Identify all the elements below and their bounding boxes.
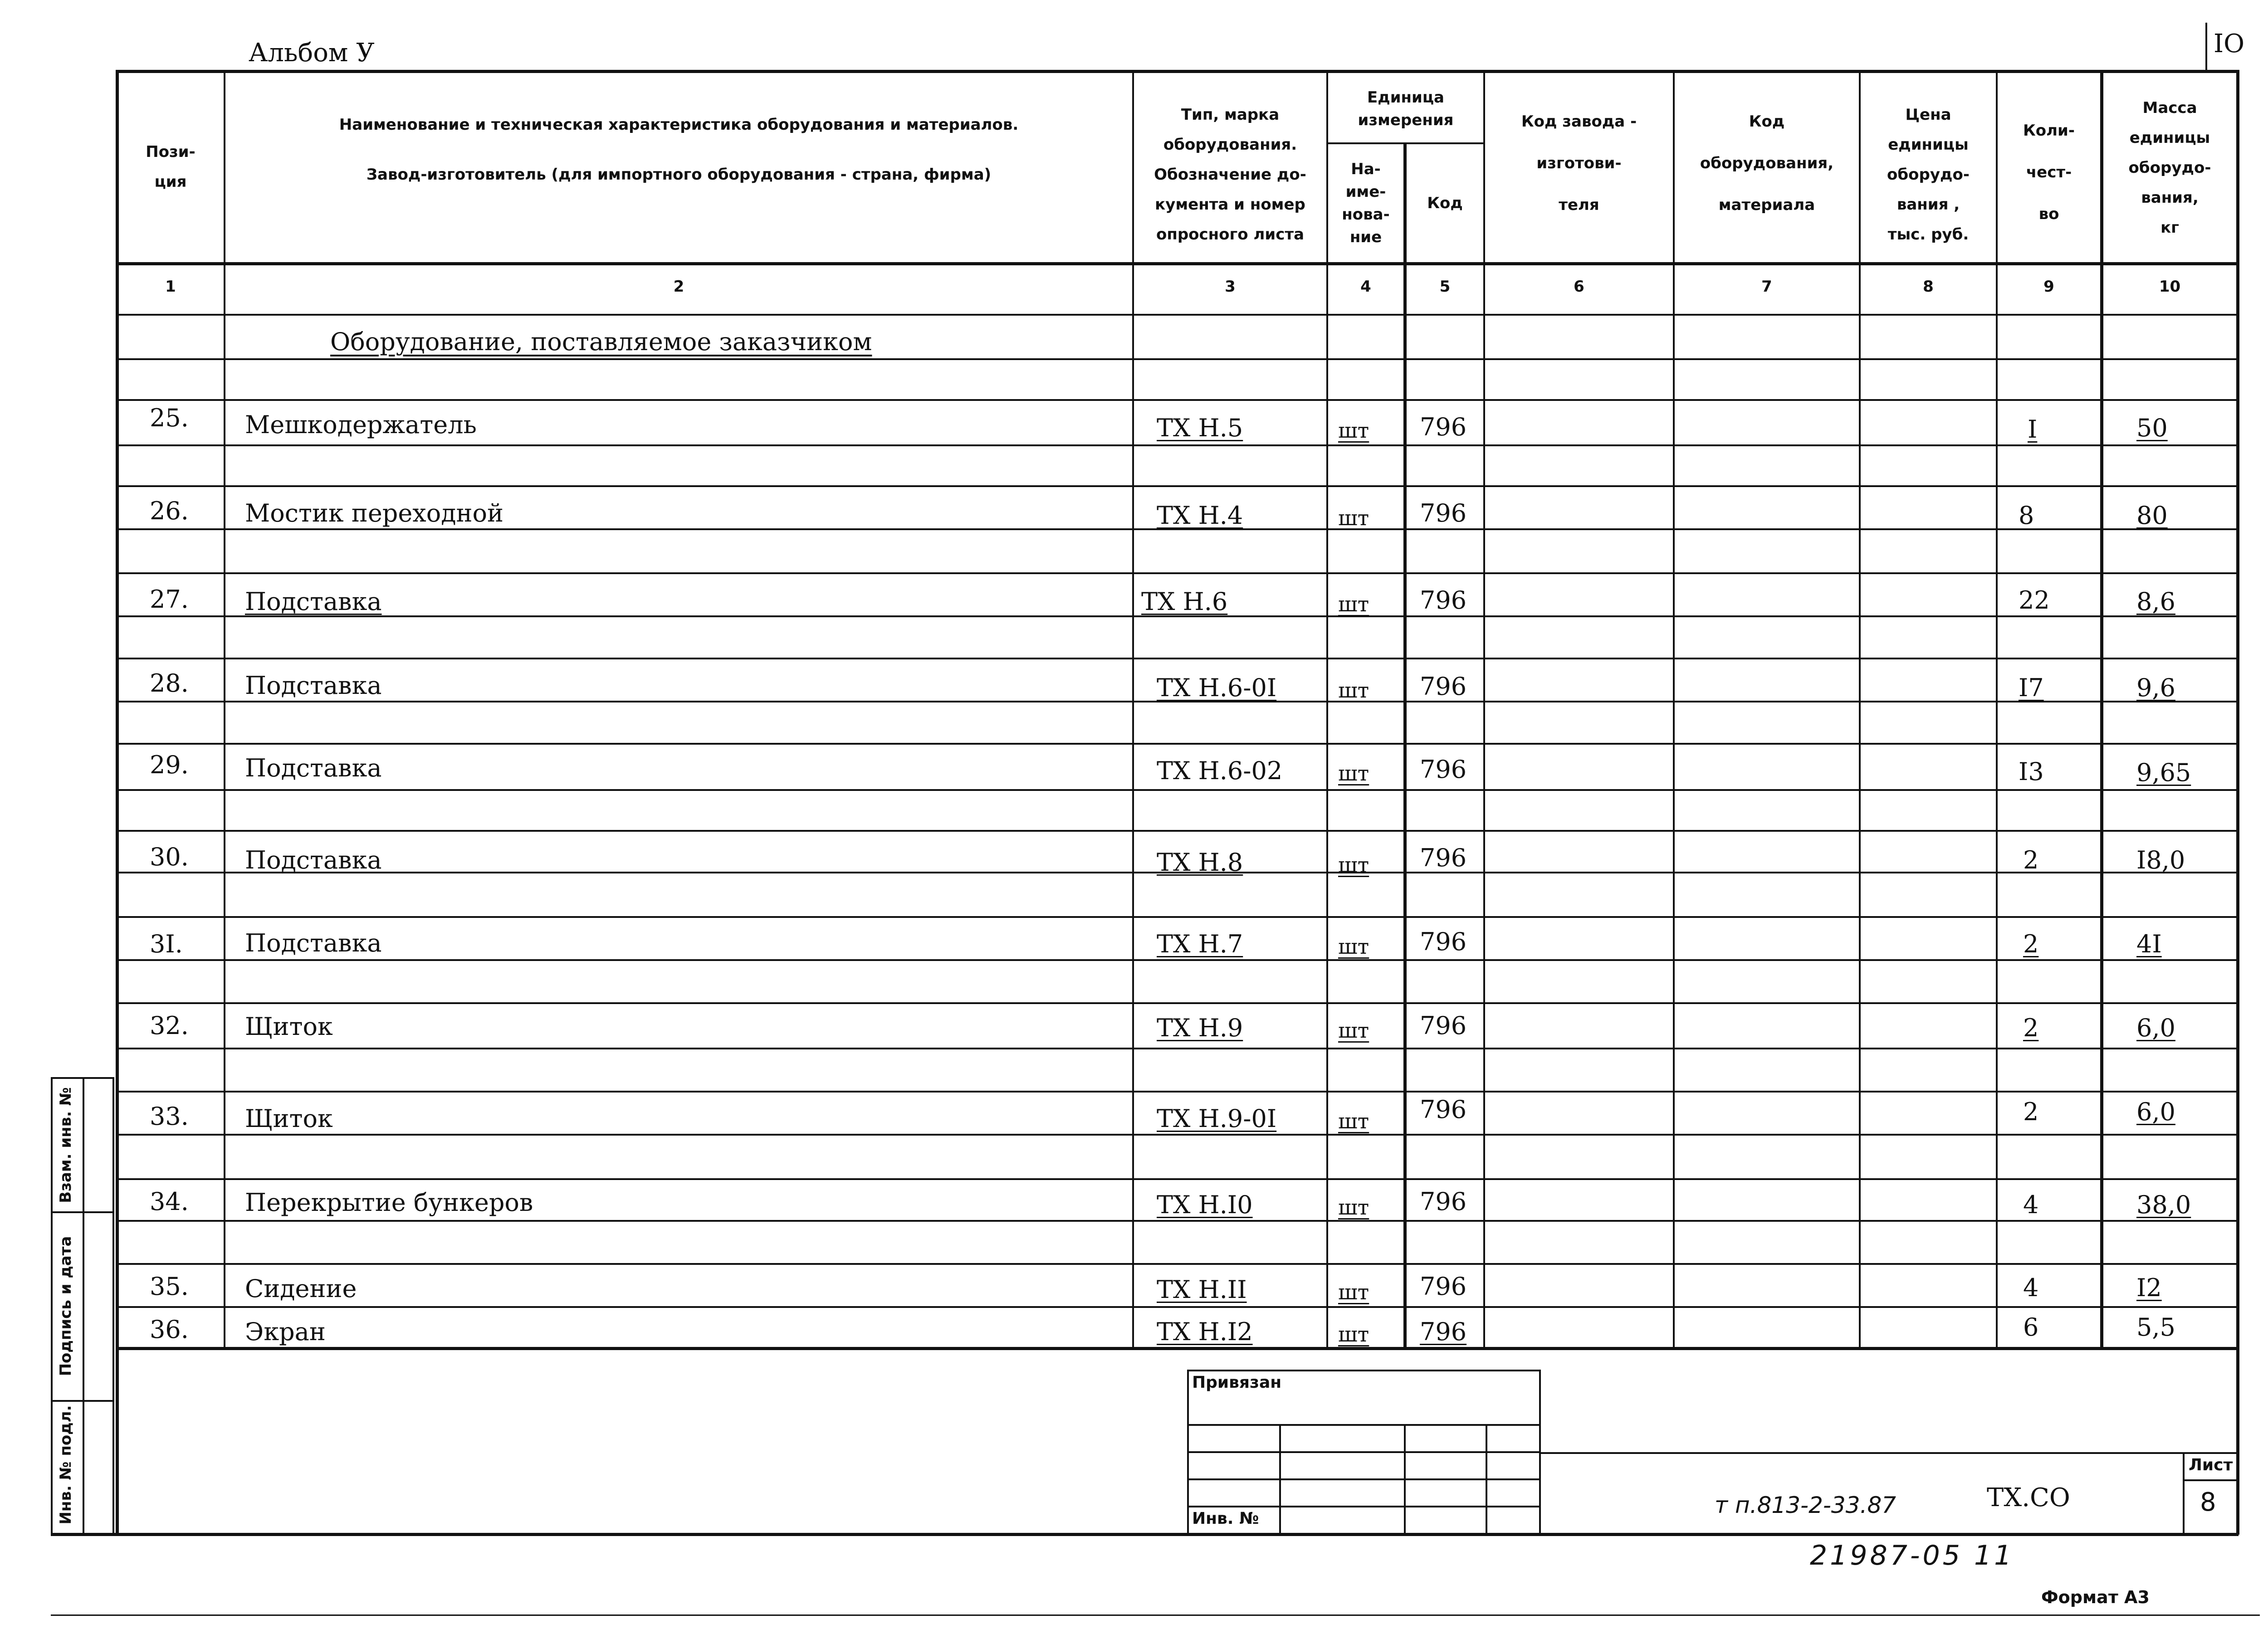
- row-mass: 50: [2136, 414, 2168, 442]
- row-quantity: 22: [2019, 586, 2050, 615]
- row-code: 796: [1420, 1272, 1467, 1301]
- row-position: 3I.: [150, 930, 183, 958]
- row-unit: шт: [1338, 678, 1369, 702]
- column-number-8: 8: [1923, 278, 1934, 296]
- row-quantity: 2: [2023, 1014, 2039, 1042]
- row-quantity: 4: [2023, 1190, 2039, 1219]
- footer-divider: [51, 1614, 2260, 1616]
- row-name: Перекрытие бункеров: [245, 1188, 533, 1217]
- row-name: Щиток: [245, 1104, 333, 1133]
- side-label-signature: Подпись и дата: [57, 1236, 75, 1376]
- column-number-1: 1: [165, 278, 176, 296]
- side-label-replacement: Взам. инв. №: [57, 1087, 75, 1203]
- row-position: 28.: [150, 669, 189, 697]
- stamp-project-number: т п.813-2-33.87: [1715, 1492, 1897, 1518]
- row-code: 796: [1420, 413, 1467, 441]
- header-name: Наименование и техническая характеристика оборудования и материалов. Завод-изготовитель (для импортного оборудования - страна, фирма): [339, 116, 1019, 184]
- page-corner-divider: [2205, 23, 2207, 73]
- column-number-9: 9: [2043, 278, 2054, 296]
- column-number-4: 4: [1360, 278, 1371, 296]
- row-code: 796: [1420, 1011, 1467, 1040]
- row-type: ТХ Н.8: [1157, 848, 1243, 877]
- row-code: 796: [1420, 927, 1467, 956]
- row-unit: шт: [1338, 853, 1369, 877]
- row-type: ТХ Н.6: [1141, 587, 1228, 616]
- row-quantity: I7: [2019, 673, 2044, 702]
- header-unit-group: Единица измерения: [1358, 88, 1454, 129]
- row-quantity: 2: [2023, 930, 2039, 958]
- row-mass: 9,6: [2136, 673, 2175, 702]
- row-position: 27.: [150, 585, 189, 614]
- header-quantity: Коли- чест- во: [2023, 122, 2075, 223]
- row-unit: шт: [1338, 1109, 1369, 1133]
- row-quantity: 4: [2023, 1273, 2039, 1302]
- stamp-sheet-number: 8: [2200, 1488, 2216, 1517]
- row-unit: шт: [1338, 592, 1369, 616]
- row-type: ТХ Н.II: [1157, 1275, 1247, 1304]
- row-type: ТХ Н.5: [1157, 414, 1243, 442]
- row-type: ТХ Н.9-0I: [1157, 1104, 1277, 1133]
- footer-archive-number: 21987-05 11: [1810, 1540, 2014, 1571]
- row-name: Сидение: [245, 1274, 357, 1303]
- row-mass: 9,65: [2136, 758, 2191, 787]
- column-number-7: 7: [1761, 278, 1772, 296]
- row-unit: шт: [1338, 1322, 1369, 1346]
- row-unit: шт: [1338, 418, 1369, 443]
- row-unit: шт: [1338, 506, 1369, 530]
- row-code: 796: [1420, 499, 1467, 527]
- album-label: Альбом У: [249, 38, 375, 68]
- row-quantity: 2: [2023, 1097, 2039, 1126]
- row-type: ТХ Н.4: [1157, 501, 1243, 530]
- row-mass: I2: [2136, 1273, 2162, 1302]
- row-mass: 6,0: [2136, 1014, 2175, 1042]
- stamp-bound-label: Привязан: [1192, 1373, 1282, 1392]
- row-name: Мостик переходной: [245, 499, 504, 527]
- row-name: Подставка: [245, 587, 382, 616]
- row-type: ТХ Н.I0: [1157, 1190, 1253, 1219]
- row-name: Подставка: [245, 929, 382, 957]
- row-name: Подставка: [245, 846, 382, 874]
- header-position: Пози- ция: [146, 143, 196, 191]
- row-mass: 8,6: [2136, 587, 2175, 616]
- row-unit: шт: [1338, 761, 1369, 785]
- row-unit: шт: [1338, 1280, 1369, 1304]
- column-number-6: 6: [1574, 278, 1584, 296]
- header-equipment-code: Код оборудования, материала: [1700, 112, 1834, 214]
- row-name: Экран: [245, 1317, 326, 1346]
- row-position: 26.: [150, 497, 189, 525]
- row-mass: 6,0: [2136, 1097, 2175, 1126]
- row-quantity: I: [2028, 415, 2038, 444]
- page-corner-number: IO: [2214, 29, 2245, 59]
- format-label: Формат А3: [2041, 1587, 2150, 1607]
- row-position: 30.: [150, 843, 189, 871]
- row-code: 796: [1420, 1317, 1467, 1346]
- header-unit-code: Код: [1427, 194, 1463, 212]
- header-price: Цена единицы оборудо- вания , тыс. руб.: [1887, 106, 1970, 244]
- header-type: Тип, марка оборудования. Обозначение до- кумента и номер опросного листа: [1154, 106, 1306, 244]
- row-code: 796: [1420, 672, 1467, 701]
- row-name: Щиток: [245, 1012, 333, 1041]
- stamp-doc-code: ТХ.СО: [1987, 1483, 2070, 1512]
- header-factory-code: Код завода - изготови- теля: [1521, 112, 1637, 214]
- column-number-3: 3: [1225, 278, 1236, 296]
- section-heading: Оборудование, поставляемое заказчиком: [330, 327, 872, 356]
- row-position: 29.: [150, 751, 189, 779]
- row-mass: 38,0: [2136, 1190, 2191, 1219]
- header-mass: Масса единицы оборудо- вания, кг: [2128, 99, 2211, 237]
- row-position: 25.: [150, 404, 189, 432]
- row-type: ТХ Н.I2: [1157, 1317, 1253, 1346]
- row-quantity: 6: [2023, 1313, 2039, 1341]
- row-code: 796: [1420, 586, 1467, 615]
- row-code: 796: [1420, 1095, 1467, 1124]
- row-code: 796: [1420, 1187, 1467, 1216]
- row-quantity: I3: [2019, 757, 2044, 786]
- side-label-inventory: Инв. № подл.: [57, 1405, 75, 1525]
- row-code: 796: [1420, 755, 1467, 784]
- row-quantity: 8: [2019, 501, 2034, 530]
- row-unit: шт: [1338, 1018, 1369, 1043]
- column-number-2: 2: [673, 278, 684, 296]
- row-position: 32.: [150, 1011, 189, 1040]
- row-mass: 4I: [2136, 930, 2162, 958]
- row-position: 36.: [150, 1315, 189, 1344]
- row-code: 796: [1420, 844, 1467, 872]
- row-unit: шт: [1338, 1195, 1369, 1219]
- row-type: ТХ Н.6-0I: [1157, 673, 1277, 702]
- row-position: 35.: [150, 1272, 189, 1301]
- row-name: Подставка: [245, 671, 382, 700]
- header-unit-name: На- име- нова- ние: [1342, 160, 1390, 246]
- row-type: ТХ Н.9: [1157, 1014, 1243, 1042]
- row-type: ТХ Н.6-02: [1157, 756, 1283, 785]
- row-type: ТХ Н.7: [1157, 930, 1243, 958]
- row-position: 33.: [150, 1102, 189, 1131]
- row-name: Подставка: [245, 754, 382, 782]
- column-number-5: 5: [1439, 278, 1451, 296]
- row-mass: 5,5: [2136, 1313, 2175, 1341]
- row-unit: шт: [1338, 934, 1369, 959]
- row-quantity: 2: [2023, 846, 2039, 874]
- row-mass: I8,0: [2136, 846, 2185, 874]
- row-position: 34.: [150, 1187, 189, 1216]
- column-number-10: 10: [2159, 278, 2181, 296]
- row-mass: 80: [2136, 501, 2168, 530]
- stamp-inventory-label: Инв. №: [1192, 1509, 1259, 1528]
- row-name: Мешкодержатель: [245, 410, 477, 439]
- stamp-sheet-label: Лист: [2189, 1456, 2233, 1474]
